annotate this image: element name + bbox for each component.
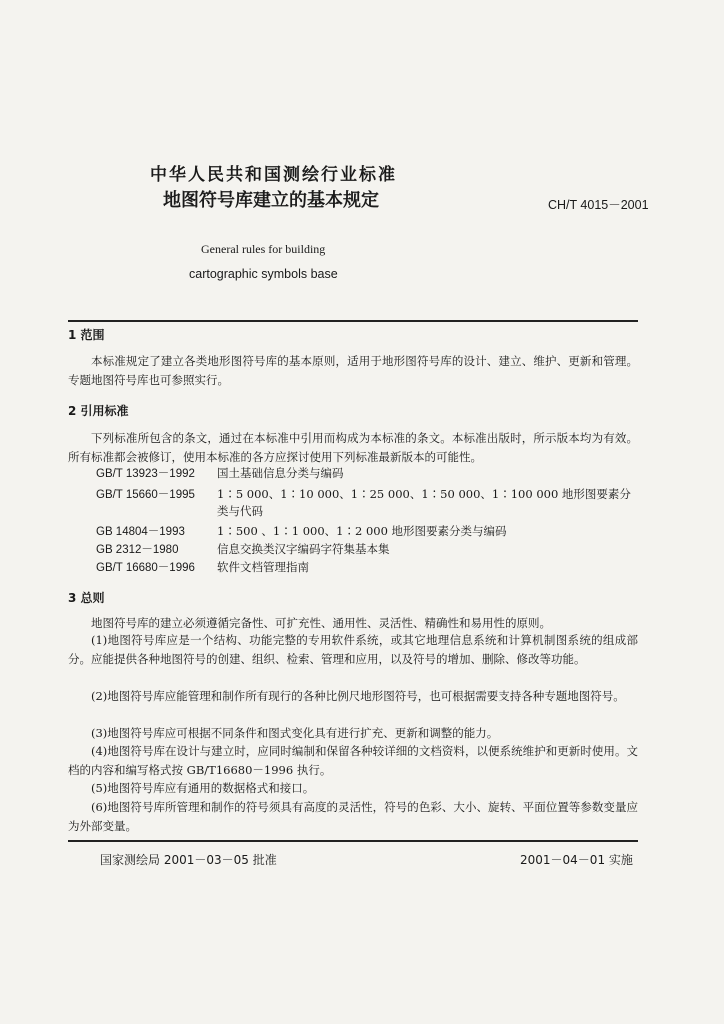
ref-code: GB 14804－1993: [96, 526, 185, 538]
general-item-3: (3)地图符号库应可根据不同条件和图式变化具有进行扩充、更新和调整的能力。: [91, 726, 499, 740]
effective-date: 2001－04－01 实施: [520, 853, 633, 867]
ref-title: 国土基础信息分类与编码: [217, 466, 344, 480]
refs-intro: 下列标准所包含的条文，通过在本标准中引用而构成为本标准的条文。本标准出版时，所示版本均为有效。所有标准都会被修订，使用本标准的各方应探讨使用下列标准最新版本的可能性。: [68, 431, 638, 464]
general-item-6: (6)地图符号库所管理和制作的符号须具有高度的灵活性，符号的色彩、大小、旋转、平面位置等参数变量应为外部变量。: [68, 800, 638, 833]
general-item-2: (2)地图符号库应能管理和制作所有现行的各种比例尺地形图符号，也可根据需要支持各种专题地图符号。: [91, 689, 625, 703]
general-item-5: (5)地图符号库应有通用的数据格式和接口。: [91, 781, 315, 795]
ref-code: GB 2312－1980: [96, 544, 179, 556]
ref-title: 1∶500 、1∶1 000、1∶2 000 地形图要素分类与编码: [217, 524, 507, 538]
scope-text: 本标准规定了建立各类地形图符号库的基本原则，适用于地形图符号库的设计、建立、维护、更新和管理。专题地图符号库也可参照实行。: [68, 354, 638, 387]
ref-code: GB/T 15660－1995: [96, 489, 195, 501]
standard-title: 地图符号库建立的基本规定: [163, 190, 379, 211]
ref-code: GB/T 13923－1992: [96, 468, 195, 480]
general-principle: 地图符号库的建立必须遵循完备性、可扩充性、通用性、灵活性、精确性和易用性的原则。: [91, 616, 551, 630]
ref-title: 1∶5 000、1∶10 000、1∶25 000、1∶50 000、1∶100 000 地形图要素分类与代码: [217, 487, 631, 518]
english-title-line-1: General rules for building: [201, 242, 326, 256]
standard-code: CH/T 4015－2001: [548, 198, 649, 212]
approval-date: 国家测绘局 2001－03－05 批准: [100, 853, 277, 867]
general-item-4: (4)地图符号库在设计与建立时，应同时编制和保留各种较详细的文档资料，以便系统维护和更新时使用。文档的内容和编写格式按 GB/T16680－1996 执行。: [68, 744, 638, 777]
ref-item: [96, 541, 637, 559]
ref-title: 软件文档管理指南: [217, 560, 309, 574]
standard-org-title: 中华人民共和国测绘行业标准: [150, 165, 397, 185]
section-heading-scope: 1 范围: [68, 328, 105, 342]
ref-item: [96, 559, 637, 577]
header-divider: [68, 320, 638, 322]
english-title-line-2: cartographic symbols base: [189, 267, 338, 281]
ref-item: [96, 486, 632, 520]
ref-title: 信息交换类汉字编码字符集基本集: [217, 542, 390, 556]
ref-item: [96, 523, 637, 541]
ref-code: GB/T 16680－1996: [96, 562, 195, 574]
section-heading-general: 3 总则: [68, 591, 105, 605]
footer-divider: [68, 840, 638, 842]
general-item-1: (1)地图符号库应是一个结构、功能完整的专用软件系统，或其它地理信息系统和计算机制图系统的组成部分。应能提供各种地图符号的创建、组织、检索、管理和应用，以及符号的增加、删除、修改等功能。: [68, 633, 638, 666]
ref-item: [96, 465, 637, 483]
section-heading-refs: 2 引用标准: [68, 404, 129, 418]
